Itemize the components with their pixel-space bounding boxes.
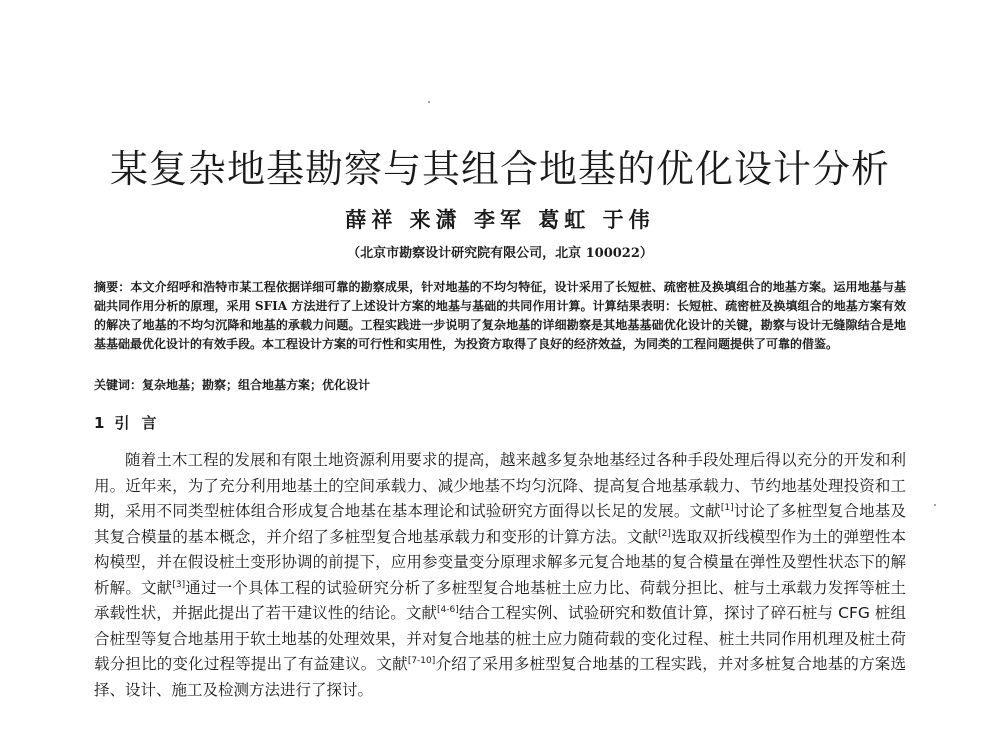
citation-ref: [2] bbox=[658, 528, 671, 539]
keywords bbox=[94, 376, 906, 395]
section-number: 1 bbox=[94, 414, 105, 432]
body-text-segment: 随着土木工程的发展和有限土地资源利用要求的提高，越来越多复杂地基经过各种手段处理后得以充分的开发和利用。近年来，为了充分利用地基土的空间承载力、减少地基不均匀沉降、提高复合地基承载力、节约地基处理投资和工期，采用不同类型桩体组合形成复合地基在基本理论和试验研究方面得以长足的发展。文献 bbox=[94, 451, 906, 520]
author-affiliation: （北京市勘察设计研究院有限公司，北京 100022） bbox=[347, 246, 653, 261]
abstract-label: 摘要： bbox=[94, 280, 131, 294]
abstract-text: 本文介绍呼和浩特市某工程依据详细可靠的勘察成果，针对地基的不均匀特征，设计采用了长短桩、疏密桩及换填组合的地基方案。运用地基与基础共同作用分析的原理，采用 SFIA 方法进行了上述设计方案的地基与基础的共同作用计算。计算结果表明：长短桩、疏密桩及换填组合的地基方案有效的解决了地基的不均匀沉降和地基的承载力问题。工程实践进一步说明了复杂地基的详细勘察是其地基基础优化设计的关键，勘察与设计无缝隙结合是地基基础最优化设计的有效手段。本工程设计方案的可行性和实用性，为投资方取得了良好的经济效益，为同类的工程问题提供了可靠的借鉴。 bbox=[94, 280, 906, 351]
section-title: 引言 bbox=[114, 414, 169, 432]
body-text-segment: 介绍了采用多桩型复合地基的工程实践，并对多桩复合地基的方案选择、设计、施工及检测方法进行了探讨。 bbox=[94, 655, 906, 699]
citation-ref: [4-6] bbox=[437, 604, 459, 615]
body-text-segment: 讨论了多桩型复合地基及其复合模量的基本概念，并介绍了多桩型复合地基承载力和变形的计算方法。文献 bbox=[94, 502, 906, 546]
keywords-text: 复杂地基；勘察；组合地基方案；优化设计 bbox=[142, 378, 371, 392]
body-text-segment: 结合工程实例、试验研究和数值计算，探讨了碎石桩与 CFG 桩组合桩型等复合地基用于软土地基的处理效果，并对复合地基的桩土应力随荷载的变化过程、桩土共同作用机理及桩土荷载分担比的变化过程等提出了有益建议。文献 bbox=[94, 604, 906, 673]
paper-authors: 薛祥 来潇 李军 葛虹 于伟 bbox=[345, 207, 655, 232]
introduction-paragraph bbox=[94, 448, 906, 703]
abstract bbox=[94, 278, 906, 354]
citation-ref: [1] bbox=[720, 502, 734, 513]
body-text-segment: 通过一个具体工程的试验研究分析了多桩型复合地基桩土应力比、荷载分担比、桩与土承载力发挥等桩土承载性状，并据此提出了若干建议性的结论。文献 bbox=[94, 578, 906, 622]
citation-ref: [7-10] bbox=[407, 655, 436, 666]
section-heading-introduction bbox=[94, 412, 168, 434]
keywords-label: 关键词： bbox=[94, 378, 143, 392]
paper-title: 某复杂地基勘察与其组合地基的优化设计分析 bbox=[109, 147, 890, 191]
citation-ref: [3] bbox=[172, 579, 186, 590]
scan-speck bbox=[428, 101, 430, 103]
body-text-segment: 选取双折线模型作为土的弹塑性本构模型，并在假设桩土变形协调的前提下，应用参变量变分原理求解多元复合地基的复合模量在弹性及塑性状态下的解析解。文献 bbox=[94, 527, 906, 597]
scan-speck bbox=[934, 504, 936, 506]
